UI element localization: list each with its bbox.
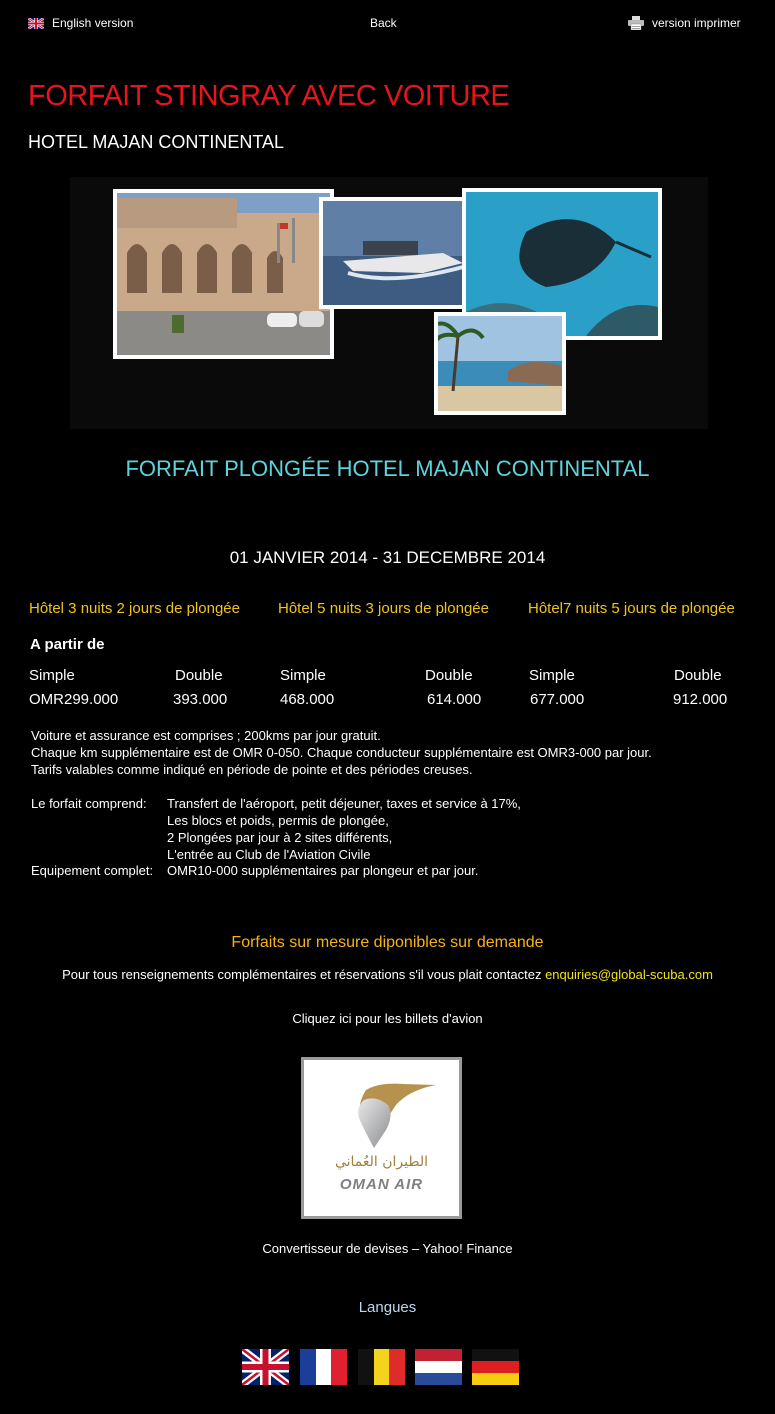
custom-packages-text: Forfaits sur mesure diponibles sur demande [231, 934, 544, 951]
uk-flag-icon [242, 1349, 289, 1385]
header-double-1: Double [175, 667, 223, 684]
includes-item: Transfert de l'aéroport, petit déjeuner, taxes et service à 17%, [167, 796, 521, 811]
page-title: FORFAIT STINGRAY AVEC VOITURE [28, 80, 510, 112]
printer-icon [628, 16, 644, 30]
contact-email-link[interactable]: enquiries@global-scuba.com [545, 967, 713, 982]
header-simple-3: Simple [529, 667, 575, 684]
price-double-2: 614.000 [427, 691, 482, 708]
header-double-3: Double [674, 667, 722, 684]
print-version-label: version imprimer [652, 16, 741, 30]
english-version-label: English version [52, 16, 134, 30]
price-double-3: 912.000 [673, 691, 728, 708]
hotel-photo [113, 189, 334, 359]
back-link[interactable]: Back [370, 16, 397, 30]
includes-item: 2 Plongées par jour à 2 sites différents, [167, 830, 393, 845]
germany-flag-link[interactable] [472, 1349, 519, 1385]
header-simple-2: Simple [280, 667, 326, 684]
oman-air-name: OMAN AIR [339, 1176, 424, 1193]
package-title: FORFAIT PLONGÉE HOTEL MAJAN CONTINENTAL [125, 456, 650, 481]
option-5-nights: Hôtel 5 nuits 3 jours de plongée [278, 600, 489, 617]
currency-converter-link[interactable]: Convertisseur de devises – Yahoo! Finance [262, 1241, 513, 1256]
header-double-2: Double [425, 667, 473, 684]
netherlands-flag-icon [415, 1349, 462, 1385]
uk-flag-icon [28, 18, 44, 29]
photo-collage [70, 177, 708, 429]
france-flag-icon [300, 1349, 347, 1385]
price-simple-1: OMR299.000 [29, 691, 119, 708]
speedboat-image [323, 201, 478, 305]
uk-flag-link[interactable] [242, 1349, 289, 1385]
beach-photo [434, 312, 566, 415]
header-simple-1: Simple [29, 667, 75, 684]
flight-tickets-link[interactable]: Cliquez ici pour les billets d'avion [292, 1011, 483, 1026]
boat-photo [319, 197, 482, 309]
option-7-nights: Hôtel7 nuits 5 jours de plongée [528, 600, 735, 617]
includes-label: Le forfait comprend: [31, 796, 147, 811]
info-line: Voiture et assurance est comprises ; 200kms par jour gratuit. [31, 728, 381, 743]
belgium-flag-link[interactable] [358, 1349, 405, 1385]
germany-flag-icon [472, 1349, 519, 1385]
includes-item: Les blocs et poids, permis de plongée, [167, 813, 389, 828]
price-double-1: 393.000 [173, 691, 228, 708]
oman-air-logo-link[interactable] [301, 1057, 462, 1219]
includes-item: L'entrée au Club de l'Aviation Civile [167, 847, 371, 862]
english-version-link[interactable] [28, 16, 133, 30]
contact-line [0, 967, 775, 982]
equipment-label: Equipement complet: [31, 863, 154, 878]
from-label: A partir de [30, 636, 105, 653]
print-version-link[interactable] [628, 16, 741, 30]
contact-text: Pour tous renseignements complémentaires et réservations s'il vous plait contactez [62, 967, 546, 982]
hotel-name: HOTEL MAJAN CONTINENTAL [28, 132, 285, 152]
hotel-building-image [117, 193, 330, 355]
france-flag-link[interactable] [300, 1349, 347, 1385]
netherlands-flag-link[interactable] [415, 1349, 462, 1385]
top-bar [0, 16, 775, 36]
languages-heading: Langues [358, 1299, 417, 1316]
package-info [31, 727, 652, 778]
validity-dates: 01 JANVIER 2014 - 31 DECEMBRE 2014 [229, 548, 546, 567]
equipment-value: OMR10-000 supplémentaires par plongeur et par jour. [167, 863, 479, 878]
option-3-nights: Hôtel 3 nuits 2 jours de plongée [29, 600, 240, 617]
beach-image [438, 316, 562, 411]
price-simple-2: 468.000 [280, 691, 335, 708]
info-line: Tarifs valables comme indiqué en période de pointe et des périodes creuses. [31, 762, 473, 777]
belgium-flag-icon [358, 1349, 405, 1385]
info-line: Chaque km supplémentaire est de OMR 0-050. Chaque conducteur supplémentaire est OMR3-000 par jour. [31, 745, 652, 760]
price-simple-3: 677.000 [530, 691, 585, 708]
oman-air-arabic: الطيران العُماني [334, 1154, 429, 1170]
